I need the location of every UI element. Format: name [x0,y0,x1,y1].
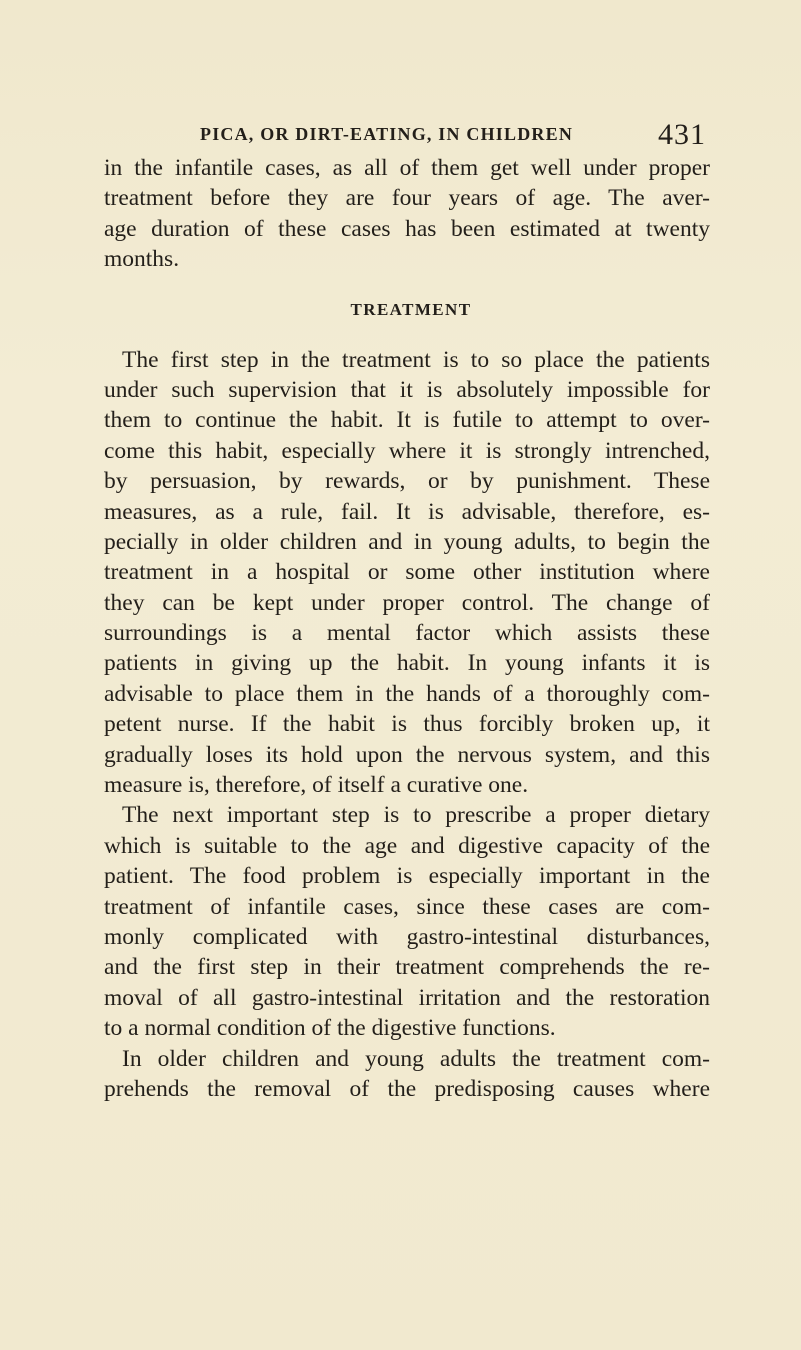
text-line: pecially in older children and in young adults, to begin the [104,528,710,555]
text-line: under such supervision that it is absolutely impossible for [104,376,710,403]
text-line: in the infantile cases, as all of them get well under proper [104,155,710,181]
text-line: them to continue the habit. It is futile to attempt to over- [104,407,710,434]
text-line: age duration of these cases has been estimated at twenty [104,215,710,242]
text-line: treatment before they are four years of age. The aver- [104,185,710,212]
paragraph [104,345,710,801]
paragraph [104,800,710,1043]
text-line: The first step in the treatment is to so place the patients [122,346,710,373]
text-line: which is suitable to the age and digestive capacity of the [104,832,710,859]
text-line: and the first step in their treatment comprehends the re- [104,954,710,981]
text-line: treatment of infantile cases, since these cases are com- [104,893,710,920]
text-line: measure is, therefore, of itself a curative one. [104,772,529,799]
text-line: patient. The food problem is especially important in the [104,863,710,890]
text-line: they can be kept under proper control. The change of [104,589,710,616]
text-line: treatment in a hospital or some other institution where [104,559,710,586]
page-header [200,118,720,152]
text-line: patients in giving up the habit. In young infants it is [104,650,710,677]
text-line: monly complicated with gastro-intestinal disturbances, [104,923,710,950]
text-line: surroundings is a mental factor which assists these [104,620,710,647]
section-heading: TREATMENT [350,299,472,319]
body-text [104,153,710,1104]
page-number: 431 [658,118,706,151]
paragraph [104,1044,710,1105]
paragraph [104,153,710,275]
text-line: The next important step is to prescribe a proper dietary [122,802,710,829]
text-line: come this habit, especially where it is strongly intrenched, [104,437,710,464]
text-line: petent nurse. If the habit is thus forcibly broken up, it [104,711,710,738]
text-line: measures, as a rule, fail. It is advisable, therefore, es- [104,498,710,525]
text-line: moval of all gastro-intestinal irritation and the restoration [104,984,710,1011]
text-line: by persuasion, by rewards, or by punishment. These [104,468,710,495]
text-line: months. [104,246,180,273]
text-line: advisable to place them in the hands of a thoroughly com- [104,680,710,707]
text-line: gradually loses its hold upon the nervous system, and this [104,741,710,768]
running-head: PICA, OR DIRT-EATING, IN CHILDREN [200,124,574,144]
text-line: In older children and young adults the treatment com- [122,1045,710,1072]
text-line: to a normal condition of the digestive functions. [104,1015,556,1042]
text-line: prehends the removal of the predisposing causes where [104,1075,710,1102]
